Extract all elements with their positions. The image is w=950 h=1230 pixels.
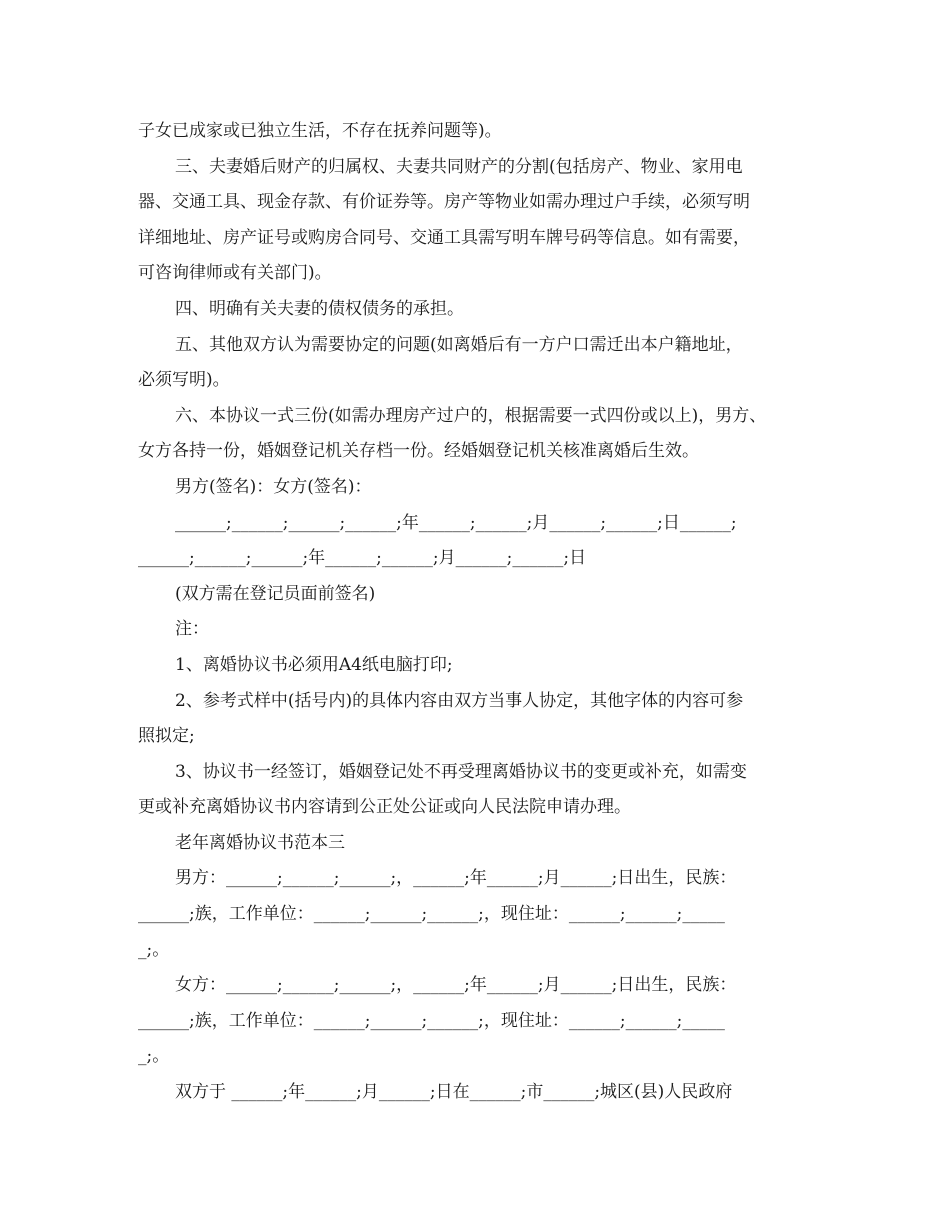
text-line: 六、本协议一式三份(如需办理房产过户的，根据需要一式四份或以上)，男方、 [175, 405, 767, 426]
note-heading: 注： [175, 619, 209, 640]
note-item: 照拟定; [138, 726, 195, 747]
text-line: 可咨询律师或有关部门)。 [138, 263, 332, 284]
text-line: (双方需在登记员面前签名) [175, 583, 376, 604]
note-item: 更或补充离婚协议书内容请到公正处公证或向人民法院申请办理。 [138, 797, 631, 818]
text-line: 子女已成家或已独立生活，不存在抚养问题等)。 [138, 121, 502, 141]
form-line-female: 女方：______;______;______;，______;年______;月______;日出生，民族： [175, 975, 737, 996]
text-line: 五、其他双方认为需要协定的问题(如离婚后有一方户口需迁出本户籍地址， [175, 334, 743, 355]
date-blank-line: ______;______;______;______;年______;______;月______;______;日______; [175, 512, 737, 533]
text-line: 必须写明)。 [138, 370, 230, 391]
text-line: 三、夫妻婚后财产的归属权、夫妻共同财产的分割(包括房产、物业、家用电 [175, 156, 743, 177]
form-line-date: 双方于 ______;年______;月______;日在______;市______;城区(县)人民政府 [175, 1082, 733, 1103]
document-body [138, 114, 818, 1111]
form-line-female: _;。 [138, 1046, 170, 1067]
form-line-male: 男方：______;______;______;，______;年______;月______;日出生，民族： [175, 868, 737, 889]
text-line: 女方各持一份，婚姻登记机关存档一份。经婚姻登记机关核准离婚后生效。 [138, 441, 699, 462]
signature-label: 男方(签名)：女方(签名)： [175, 476, 372, 497]
text-line: 器、交通工具、现金存款、有价证券等。房产等物业如需办理过户手续，必须写明 [138, 192, 750, 213]
text-line: 详细地址、房产证号或购房合同号、交通工具需写明车牌号码等信息。如有需要， [138, 227, 750, 248]
text-line: 四、明确有关夫妻的债权债务的承担。 [175, 298, 464, 319]
note-item: 3、协议书一经签订，婚姻登记处不再受理离婚协议书的变更或补充，如需变 [175, 761, 747, 782]
note-item: 1、离婚协议书必须用A4纸电脑打印; [175, 654, 453, 675]
note-item: 2、参考式样中(括号内)的具体内容由双方当事人协定，其他字体的内容可参 [175, 690, 744, 711]
form-line-male: _;。 [138, 939, 170, 960]
date-blank-line: ______;______;______;年______;______;月______;______;日 [138, 548, 587, 569]
form-line-male: ______;族，工作单位：______;______;______;，现住址：______;______;_____ [138, 904, 725, 925]
section-title: 老年离婚协议书范本三 [175, 832, 345, 853]
form-line-female: ______;族，工作单位：______;______;______;，现住址：______;______;_____ [138, 1010, 725, 1031]
